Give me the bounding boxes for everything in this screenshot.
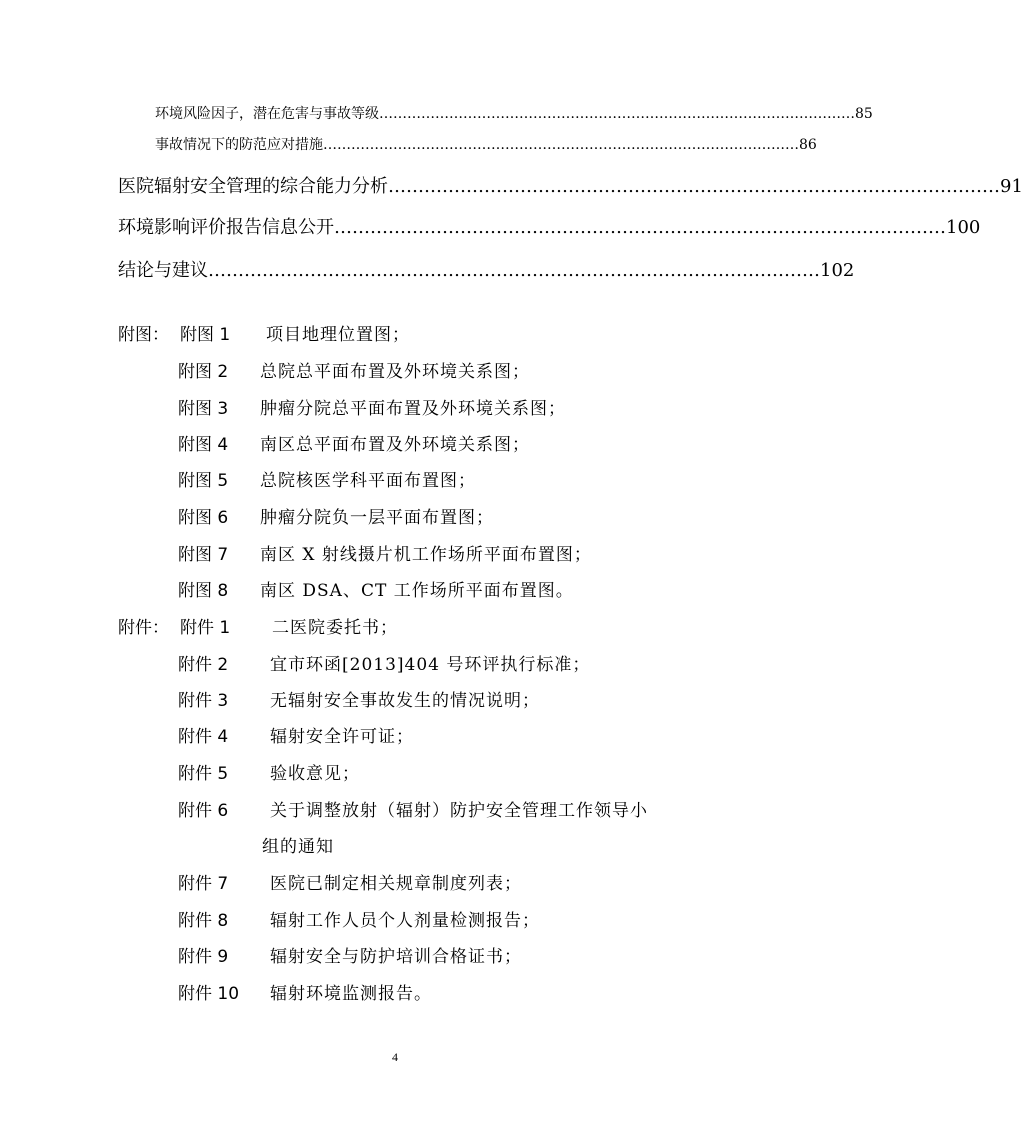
figures-heading: 附图：: [118, 325, 169, 345]
attachment-text: 医院已制定相关规章制度列表；: [270, 874, 522, 894]
toc-entry-page: 85: [855, 106, 873, 122]
toc-entry-title: 环境影响评价报告信息公开: [118, 217, 334, 238]
toc-entry[interactable]: [155, 103, 873, 123]
figure-label: 附图 7: [178, 545, 229, 565]
attachment-text: 辐射环境监测报告。: [270, 984, 432, 1004]
attachment-text: 无辐射安全事故发生的情况说明；: [270, 691, 540, 711]
attachments-heading: 附件：: [118, 618, 169, 638]
figure-text: 总院总平面布置及外环境关系图；: [260, 362, 530, 382]
figure-text: 南区总平面布置及外环境关系图；: [260, 435, 530, 455]
toc-leader-dots: …………………………………………………………………………………………: [334, 217, 946, 238]
attachment-text: 验收意见；: [270, 764, 360, 784]
attachment-label: 附件 2: [178, 655, 229, 675]
attachment-label: 附件 1: [180, 618, 231, 638]
figure-label: 附图 6: [178, 508, 229, 528]
attachment-label: 附件 4: [178, 727, 229, 747]
figure-text: 总院核医学科平面布置图；: [260, 471, 476, 491]
attachment-label: 附件 6: [178, 801, 229, 821]
toc-entry-title: 医院辐射安全管理的综合能力分析: [118, 176, 388, 197]
toc-entry-page: 100: [946, 217, 981, 238]
toc-entry-page: 86: [799, 137, 817, 153]
attachment-label: 附件 9: [178, 947, 229, 967]
figure-label: 附图 2: [178, 362, 229, 382]
attachment-text: 辐射安全与防护培训合格证书；: [270, 947, 522, 967]
toc-leader-dots: …………………………………………………………………………………………: [388, 176, 1000, 197]
attachment-label: 附件 8: [178, 911, 229, 931]
toc-entry[interactable]: [155, 134, 817, 154]
toc-leader-dots: …………………………………………………………………………………………: [208, 260, 820, 281]
figure-text: 肿瘤分院总平面布置及外环境关系图；: [260, 399, 566, 419]
toc-entry-page: 91: [1000, 176, 1023, 197]
attachment-text: 二医院委托书；: [272, 618, 398, 638]
figure-label: 附图 4: [178, 435, 229, 455]
toc-entry[interactable]: [118, 172, 1023, 198]
toc-entry[interactable]: [118, 213, 981, 239]
figure-text: 项目地理位置图；: [266, 325, 410, 345]
toc-entry-title: 结论与建议: [118, 260, 208, 281]
figure-label: 附图 1: [180, 325, 231, 345]
toc-entry-page: 102: [820, 260, 855, 281]
toc-entry-title: 事故情况下的防范应对措施: [155, 137, 323, 153]
figure-text: 南区 DSA、CT 工作场所平面布置图。: [260, 581, 574, 601]
attachment-label: 附件 10: [178, 984, 240, 1004]
toc-entry[interactable]: [118, 256, 855, 282]
figure-label: 附图 5: [178, 471, 229, 491]
figure-text: 肿瘤分院负一层平面布置图；: [260, 508, 494, 528]
attachment-text: 关于调整放射（辐射）防护安全管理工作领导小: [270, 801, 648, 821]
toc-entry-title: 环境风险因子，潜在危害与事故等级: [155, 106, 379, 122]
attachment-text: 宜市环函[2013]404 号环评执行标准；: [270, 655, 591, 675]
page-number: 4: [392, 1050, 398, 1064]
toc-leader-dots: …………………………………………………………………………………………: [323, 137, 799, 153]
attachment-label: 附件 3: [178, 691, 229, 711]
figure-text: 南区 X 射线摄片机工作场所平面布置图；: [260, 545, 592, 565]
attachment-text-continued: 组的通知: [262, 837, 334, 857]
attachment-text: 辐射工作人员个人剂量检测报告；: [270, 911, 540, 931]
figure-label: 附图 3: [178, 399, 229, 419]
attachment-label: 附件 7: [178, 874, 229, 894]
toc-leader-dots: …………………………………………………………………………………………: [379, 106, 855, 122]
figure-label: 附图 8: [178, 581, 229, 601]
attachment-label: 附件 5: [178, 764, 229, 784]
attachment-text: 辐射安全许可证；: [270, 727, 414, 747]
